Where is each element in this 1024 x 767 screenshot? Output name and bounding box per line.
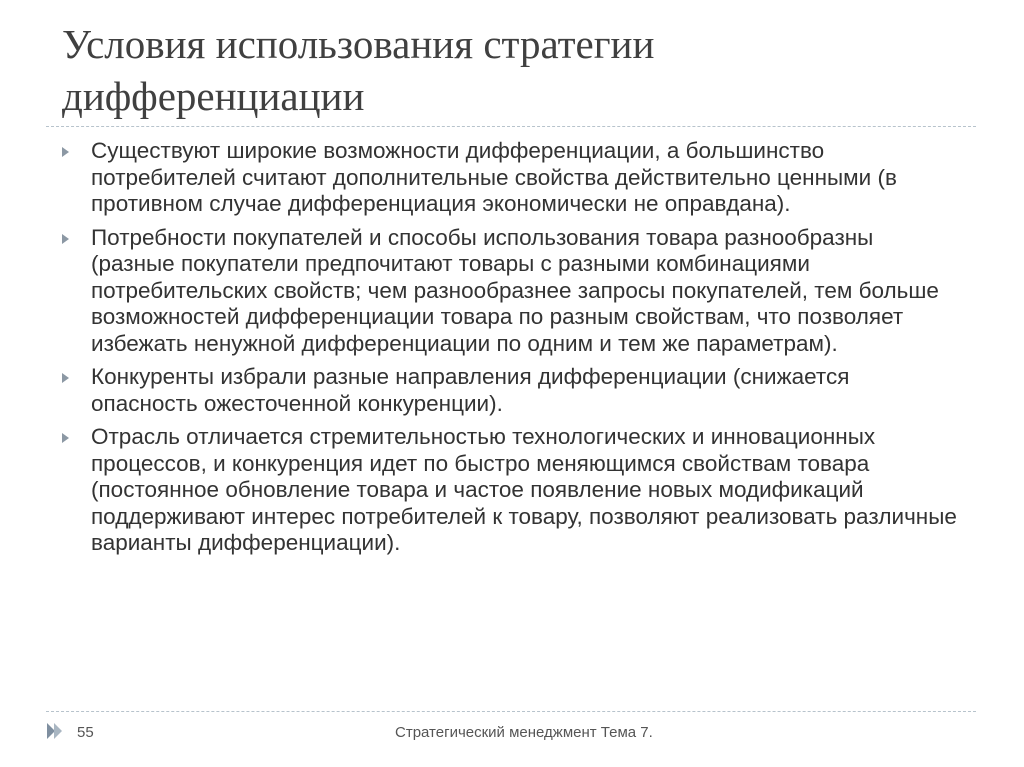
bullet-arrow-icon — [62, 147, 69, 157]
title-divider — [46, 126, 976, 127]
double-chevron-right-icon — [46, 721, 64, 741]
bullet-arrow-icon — [62, 373, 69, 383]
bullet-item — [62, 138, 962, 218]
bullet-arrow-icon — [62, 234, 69, 244]
footer-text: Стратегический менеджмент Тема 7. — [395, 724, 653, 741]
bullet-text: Конкуренты избрали разные направления дифференциации (снижается опасность ожесточенной конкуренции). — [91, 364, 850, 416]
footer-divider — [46, 711, 976, 712]
slide-title-line-2: дифференциации — [62, 73, 365, 119]
slide-number: 55 — [77, 724, 94, 741]
bullet-text: Отрасль отличается стремительностью технологических и инновационных процессов, и конкуренция идет по быстро меняющимся свойствам товара (постоянное обновление товара и частое появление новых модификаций поддерживают интерес потребителей к товару, позволяют реализовать различные варианты дифференциации). — [91, 424, 957, 555]
bullet-text: Существуют широкие возможности дифференциации, а большинство потребителей считают дополнительные свойства действительно ценными (в противном случае дифференциация экономически не оправдана). — [91, 138, 897, 216]
bullet-item — [62, 424, 962, 557]
bullet-arrow-icon — [62, 433, 69, 443]
slide-title — [62, 18, 962, 122]
bullet-item — [62, 364, 962, 417]
bullet-item — [62, 225, 962, 358]
bullet-text: Потребности покупателей и способы использования товара разнообразны (разные покупатели предпочитают товары с разными комбинациями потребительских свойств; чем разнообразнее запросы покупателей, тем больше возможностей дифференциации товара по разным свойствам, что позволяет избежать ненужной дифференциации по одним и тем же параметрам). — [91, 224, 939, 356]
slide-title-line-1: Условия использования стратегии — [62, 21, 655, 67]
bullet-list — [62, 138, 962, 564]
